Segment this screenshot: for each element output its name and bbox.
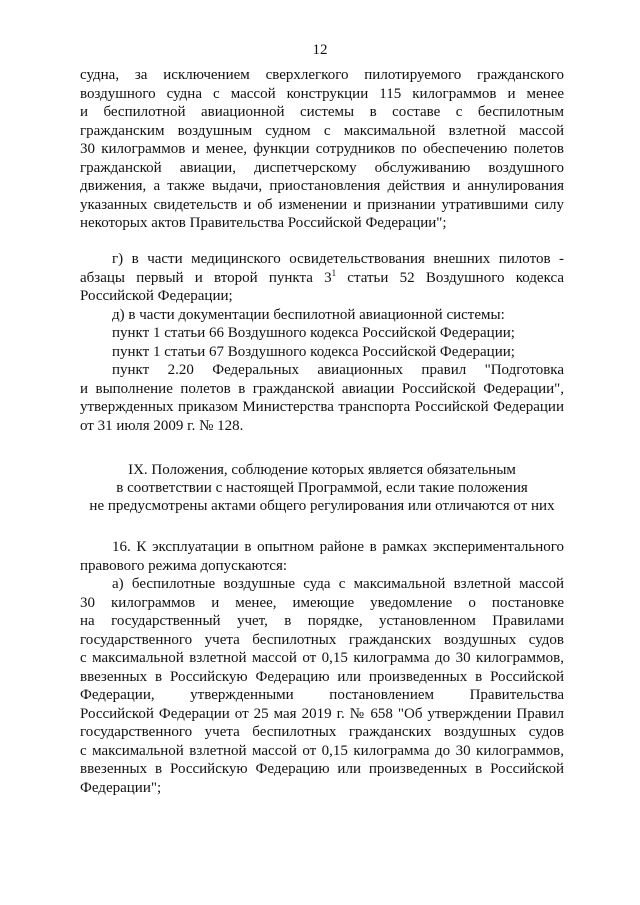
section-heading [80,461,564,515]
item-d-line: и выполнение полетов в гражданской авиации Российской Федерации", [80,380,564,397]
item-g-line [80,269,564,288]
item-a-line: Федерации, утвержденными постановлением Правительства [80,687,564,703]
item-a-line: а) беспилотные воздушные суда с максимальной взлетной массой [112,576,564,592]
item-d-line: от 31 июля 2009 г. № 128. [80,417,244,434]
heading-line: в соответствии с настоящей Программой, если такие положения [116,480,528,496]
item-d-line: д) в части документации беспилотной авиационной системы: [112,306,505,323]
text-line: воздушного судна с массой конструкции 115 килограммов и менее [80,85,564,102]
text-line: гражданским воздушным судном с максимальной взлетной массой [80,122,564,139]
heading-line: не предусмотрены актами общего регулирования или отличаются от них [89,498,555,514]
item-a-line: ввезенных в Российскую Федерацию или произведенных в Российской [80,761,564,777]
item-a-line: Российской Федерации от 25 мая 2019 г. № 658 "Об утверждении Правил [80,705,564,722]
p16-line: 16. К эксплуатации в опытном районе в рамках экспериментального [112,539,564,555]
item-a-line: ввезенных в Российскую Федерацию или произведенных в Российской [80,668,564,685]
item-g-line: г) в части медицинского освидетельствования внешних пилотов - [112,251,564,267]
text-line: судна, за исключением сверхлегкого пилотируемого гражданского [80,67,564,83]
page-number: 12 [312,42,328,58]
item-d-line: пункт 2.20 Федеральных авиационных правил "Подготовка [112,362,564,378]
item-a-line: Федерации"; [80,779,162,796]
text-line: движения, а также выдачи, приостановления действия и аннулирования [80,178,564,194]
item-a-line: государственного учета беспилотных гражданских воздушных судов [80,724,564,740]
text-line: 30 килограммов и менее, функции сотрудников по обеспечению полетов [80,141,564,157]
item-g-line: Российской Федерации; [80,288,233,304]
item-a-line: на государственный учет, в порядке, установленном Правилами [80,613,564,629]
paragraph-16 [80,538,564,797]
items-g-d [80,250,564,435]
text-line: гражданской авиации, диспетчерскому обслуживанию воздушного [80,159,564,176]
superscript: 1 [331,267,337,278]
p16-line: правового режима допускаются: [80,557,288,574]
text-line: и беспилотной авиационной системы в составе с беспилотным [80,104,564,120]
item-d-line: пункт 1 статьи 66 Воздушного кодекса Российской Федерации; [112,325,515,341]
item-d-line: пункт 1 статьи 67 Воздушного кодекса Российской Федерации; [112,343,515,360]
item-a-line: 30 килограммов и менее, имеющие уведомление о постановке [80,594,564,611]
item-g-text: статьи 52 Воздушного кодекса [336,269,564,286]
item-d-line: утвержденных приказом Министерства транспорта Российской Федерации [80,399,564,415]
continuation-paragraph [80,66,564,233]
item-a-line: с максимальной взлетной массой от 0,15 килограмма до 30 килограммов, [80,742,564,759]
text-line: некоторых актов Правительства Российской Федерации"; [80,215,447,231]
item-a-line: с максимальной взлетной массой от 0,15 килограмма до 30 килограммов, [80,650,564,666]
item-a-line: государственного учета беспилотных гражданских воздушных судов [80,631,564,648]
item-g-text: абзацы первый и второй пункта 3 [80,269,332,286]
heading-line: IX. Положения, соблюдение которых является обязательным [128,462,516,478]
text-line: указанных свидетельств и об изменении и признании утратившими силу [80,196,564,213]
